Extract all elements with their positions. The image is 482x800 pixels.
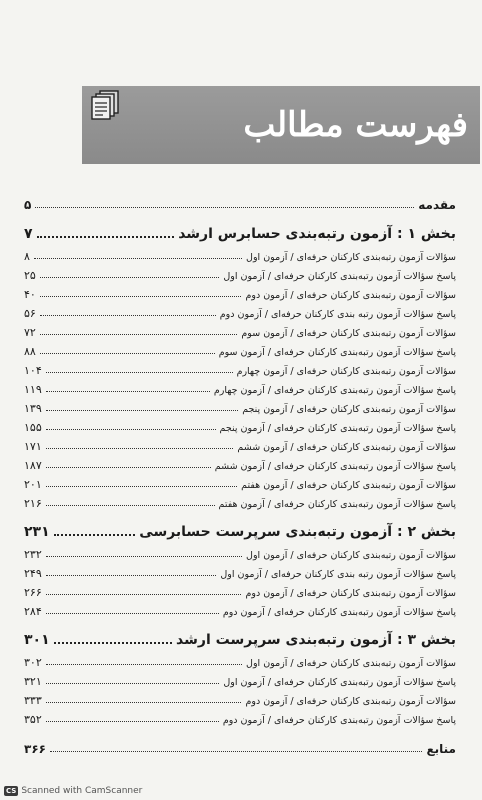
dot-leader	[46, 556, 242, 557]
entry-label: پاسخ سؤالات آزمون رتبه‌بندی کارکنان حرفه‌ای / آزمون دوم	[222, 715, 456, 726]
toc-entry[interactable]	[24, 326, 456, 339]
dot-leader	[40, 334, 238, 335]
entry-page: ۲۶۶	[24, 586, 42, 599]
toc-entry[interactable]	[24, 402, 456, 415]
entry-page: ۳۲۱	[24, 675, 42, 688]
entry-label: پاسخ سؤالات آزمون رتبه‌بندی کارکنان حرفه‌ای / آزمون چهارم	[213, 385, 456, 396]
entry-label: سؤالات آزمون رتبه‌بندی کارکنان حرفه‌ای / آزمون اول	[246, 252, 456, 263]
entry-label: سؤالات آزمون رتبه‌بندی کارکنان حرفه‌ای / آزمون دوم	[245, 588, 456, 599]
dot-leader	[46, 505, 215, 506]
entry-page: ۸	[24, 250, 30, 263]
entry-label: سؤالات آزمون رتبه‌بندی کارکنان حرفه‌ای / آزمون پنجم	[242, 404, 456, 415]
dot-leader	[40, 277, 220, 278]
toc-entry[interactable]	[24, 364, 456, 377]
dot-leader	[54, 642, 172, 644]
dot-leader	[54, 534, 136, 536]
dot-leader	[34, 258, 242, 259]
toc-entry[interactable]	[24, 250, 456, 263]
entry-page: ۲۱۶	[24, 497, 42, 510]
toc-section-2[interactable]	[24, 524, 456, 540]
toc-entry[interactable]	[24, 567, 464, 580]
entry-label: پاسخ سؤالات آزمون رتبه‌بندی کارکنان حرفه‌ای / آزمون اول	[223, 271, 456, 282]
entry-page: ۳۳۳	[24, 694, 42, 707]
entry-page: ۲۵	[24, 269, 36, 282]
entry-label: سؤالات آزمون رتبه‌بندی کارکنان حرفه‌ای / آزمون دوم	[245, 696, 456, 707]
section-page: ۷	[24, 226, 33, 242]
toc-entry[interactable]	[24, 269, 464, 282]
entry-label: پاسخ سؤالات آزمون رتبه بندی کارکنان حرفه‌ای / آزمون اول	[220, 569, 456, 580]
toc-entry[interactable]	[24, 605, 464, 618]
entry-page: ۱۱۹	[24, 383, 42, 396]
entry-page: ۱۰۴	[24, 364, 42, 377]
dot-leader	[46, 391, 210, 392]
scanner-watermark	[4, 786, 142, 796]
dot-leader	[46, 372, 233, 373]
toc-entry[interactable]	[24, 497, 464, 510]
page-title: فهرست مطالب	[243, 105, 468, 145]
dot-leader	[46, 486, 237, 487]
toc-entry[interactable]	[24, 675, 464, 688]
entry-page: ۱۵۵	[24, 421, 42, 434]
toc-section-3[interactable]	[24, 632, 456, 648]
toc-entry[interactable]	[24, 656, 456, 669]
entry-label: سؤالات آزمون رتبه‌بندی کارکنان حرفه‌ای / آزمون ششم	[237, 442, 456, 453]
dot-leader	[46, 702, 242, 703]
entry-label: پاسخ سؤالات آزمون رتبه بندی کارکنان حرفه‌ای / آزمون دوم	[219, 309, 456, 320]
dot-leader	[46, 575, 217, 576]
toc-references-row[interactable]	[24, 742, 456, 756]
toc-entry[interactable]	[24, 586, 456, 599]
toc-entry[interactable]	[24, 548, 456, 561]
header-bar	[82, 86, 480, 164]
entry-page: ۲۳۲	[24, 548, 42, 561]
dot-leader	[46, 721, 219, 722]
entry-label: سؤالات آزمون رتبه‌بندی کارکنان حرفه‌ای / آزمون اول	[246, 550, 456, 561]
section-page: ۲۳۱	[24, 524, 50, 540]
entry-page: ۵۶	[24, 307, 36, 320]
dot-leader	[46, 410, 238, 411]
entry-page: ۲۸۴	[24, 605, 42, 618]
dot-leader	[40, 315, 216, 316]
toc-intro-row[interactable]	[24, 198, 456, 212]
toc-intro-page: ۵	[24, 198, 32, 212]
toc-entry[interactable]	[24, 440, 456, 453]
entry-page: ۷۲	[24, 326, 36, 339]
entry-page: ۳۵۲	[24, 713, 42, 726]
dot-leader	[46, 613, 219, 614]
toc-entry[interactable]	[24, 713, 464, 726]
entry-label: پاسخ سؤالات آزمون رتبه‌بندی کارکنان حرفه‌ای / آزمون سوم	[218, 347, 456, 358]
dot-leader	[35, 207, 414, 208]
entry-label: سؤالات آزمون رتبه‌بندی کارکنان حرفه‌ای / آزمون دوم	[245, 290, 456, 301]
toc-entry[interactable]	[24, 459, 464, 472]
entry-page: ۸۸	[24, 345, 36, 358]
document-stack-icon	[88, 88, 122, 122]
toc-intro-label: مقدمه	[418, 198, 456, 212]
toc-section-1[interactable]	[24, 226, 456, 242]
entry-page: ۱۸۷	[24, 459, 42, 472]
entry-page: ۲۰۱	[24, 478, 42, 491]
entry-label: سؤالات آزمون رتبه‌بندی کارکنان حرفه‌ای / آزمون هفتم	[241, 480, 456, 491]
dot-leader	[50, 751, 422, 752]
entry-page: ۲۴۹	[24, 567, 42, 580]
entry-page: ۱۳۹	[24, 402, 42, 415]
scanner-text: Scanned with CamScanner	[21, 786, 143, 796]
dot-leader	[46, 429, 216, 430]
entry-page: ۴۰	[24, 288, 36, 301]
camscanner-logo-icon: CS	[6, 787, 17, 795]
toc-entry[interactable]	[24, 345, 464, 358]
toc-entry[interactable]	[24, 288, 456, 301]
dot-leader	[40, 296, 242, 297]
toc-entry[interactable]	[24, 421, 464, 434]
entry-page: ۱۷۱	[24, 440, 42, 453]
toc-references-label: منابع	[426, 742, 456, 756]
dot-leader	[46, 594, 242, 595]
section-title: بخش ۳ : آزمون رتبه‌بندی سرپرست ارشد	[176, 632, 456, 648]
entry-page: ۳۰۲	[24, 656, 42, 669]
entry-label: پاسخ سؤالات آزمون رتبه‌بندی کارکنان حرفه‌ای / آزمون دوم	[222, 607, 456, 618]
section-title: بخش ۱ : آزمون رتبه‌بندی حسابرس ارشد	[178, 226, 456, 242]
dot-leader	[46, 683, 220, 684]
entry-label: پاسخ سؤالات آزمون رتبه‌بندی کارکنان حرفه‌ای / آزمون هفتم	[218, 499, 456, 510]
dot-leader	[40, 353, 215, 354]
entry-label: پاسخ سؤالات آزمون رتبه‌بندی کارکنان حرفه‌ای / آزمون ششم	[214, 461, 456, 472]
entry-label: پاسخ سؤالات آزمون رتبه‌بندی کارکنان حرفه‌ای / آزمون پنجم	[219, 423, 456, 434]
entry-label: پاسخ سؤالات آزمون رتبه‌بندی کارکنان حرفه‌ای / آزمون اول	[223, 677, 456, 688]
dot-leader	[46, 467, 211, 468]
dot-leader	[46, 664, 242, 665]
dot-leader	[37, 236, 175, 238]
toc-entry[interactable]	[24, 383, 464, 396]
toc-entry[interactable]	[24, 694, 456, 707]
toc-entry[interactable]	[24, 307, 464, 320]
toc-references-page: ۳۶۶	[24, 742, 46, 756]
toc-entry[interactable]	[24, 478, 456, 491]
entry-label: سؤالات آزمون رتبه‌بندی کارکنان حرفه‌ای / آزمون سوم	[241, 328, 456, 339]
entry-label: سؤالات آزمون رتبه‌بندی کارکنان حرفه‌ای / آزمون اول	[246, 658, 456, 669]
section-page: ۳۰۱	[24, 632, 50, 648]
section-title: بخش ۲ : آزمون رتبه‌بندی سرپرست حسابرسی	[139, 524, 456, 540]
dot-leader	[46, 448, 234, 449]
entry-label: سؤالات آزمون رتبه‌بندی کارکنان حرفه‌ای / آزمون چهارم	[236, 366, 456, 377]
